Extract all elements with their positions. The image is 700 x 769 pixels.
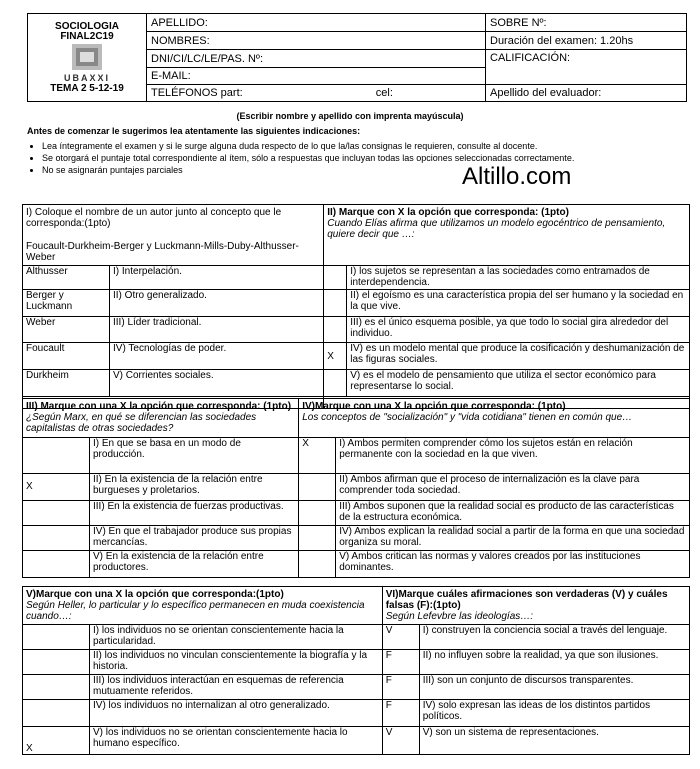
watermark: Altillo.com [462, 163, 572, 190]
q1-author-cell[interactable]: Weber [23, 317, 110, 343]
q6-option: V) son un sistema de representaciones. [419, 727, 689, 755]
q6-mark-cell[interactable]: F [382, 650, 419, 675]
q5-mark-cell[interactable] [23, 700, 90, 727]
q6-mark-cell[interactable]: V [382, 625, 419, 650]
field-dni: DNI/CI/LC/LE/PAS. Nº: [147, 50, 486, 68]
q2-mark-cell[interactable] [324, 370, 347, 397]
q4-option: IV) Ambos explican la realidad social a partir de la forma en que una sociedad organiza su moral. [336, 525, 690, 551]
q2-mark-cell[interactable] [324, 266, 347, 290]
telefonos-label: TELÉFONOS part: [151, 87, 243, 99]
q6-header [382, 587, 689, 625]
q5-option: IV) los individuos no internalizan al otro generalizado. [90, 700, 383, 727]
q1-concept: V) Corrientes sociales. [110, 370, 324, 397]
course-name: SOCIOLOGIA [55, 20, 119, 32]
q5-option: II) los individuos no vinculan conscientemente la biografía y la historia. [90, 650, 383, 675]
q2-option: V) es el modelo de pensamiento que utiliza el sector económico para representarse lo social. [347, 370, 690, 397]
q3-mark-cell[interactable] [23, 525, 90, 551]
q6-option: III) son un conjunto de discursos transparentes. [419, 675, 689, 700]
q2-option: I) los sujetos se representan a las sociedades como entramados de interdependencia. [347, 266, 690, 290]
q5-option: III) los individuos interactúan en esquemas de referencia mutuamente referidos. [90, 675, 383, 700]
q6-mark-cell[interactable]: V [382, 727, 419, 755]
q2-question: Cuando Elías afirma que utilizamos un modelo egocéntrico de pensamiento, quiere decir que …: [327, 218, 666, 240]
q1-concept: I) Interpelación. [110, 266, 324, 290]
q3-option: III) En la existencia de fuerzas productivas. [90, 500, 299, 525]
q5-mark-cell[interactable] [23, 675, 90, 700]
q4-title: IV)Marque con una X la opción que corresponda: (1pto) [302, 401, 566, 412]
field-sobre: SOBRE Nº: [486, 14, 687, 32]
q5-mark-cell[interactable] [23, 625, 90, 650]
exam-theme: TEMA 2 5-12-19 [50, 82, 124, 94]
field-nombres: NOMBRES: [147, 32, 486, 50]
field-email: E-MAIL: [147, 68, 486, 85]
q4-option: II) Ambos afirman que el proceso de internalización es la clave para comprender toda sociedad. [336, 474, 690, 501]
q6-question: Según Lefevbre las ideologías…: [385, 611, 534, 622]
field-telefonos [147, 85, 486, 102]
q3-mark-cell[interactable] [23, 438, 90, 474]
q5-header [23, 587, 383, 625]
university-name: UBAXXI [63, 72, 110, 83]
q3-mark-cell[interactable]: X [23, 474, 90, 501]
q2-option: III) es el único esquema posible, ya que todo lo social gira alrededor del individuo. [347, 317, 690, 343]
q4-header [299, 399, 690, 438]
q6-option: IV) solo expresan las ideas de los distintos partidos políticos. [419, 700, 689, 727]
q4-option: III) Ambos suponen que la realidad social es producto de las características de la estructura económica. [336, 500, 690, 525]
q1-concept: II) Otro generalizado. [110, 290, 324, 317]
cel-label: cel: [375, 87, 393, 99]
q1-author-cell[interactable]: Althusser [23, 266, 110, 290]
q6-option: I) construyen la conciencia social a través del lenguaje. [419, 625, 689, 650]
q6-mark-cell[interactable]: F [382, 700, 419, 727]
subtitle: (Escribir nombre y apellido con imprenta mayúscula) [236, 111, 464, 121]
question-block-3 [22, 586, 690, 755]
q1-author-cell[interactable]: Foucault [23, 343, 110, 370]
q2-option: II) el egoísmo es una característica propia del ser humano y la sociedad en la que vive. [347, 290, 690, 317]
q5-title: V)Marque con una X la opción que corresponda:(1pto) [26, 589, 284, 600]
field-calificacion: CALIFICACIÓN: [486, 50, 687, 85]
q3-mark-cell[interactable] [23, 551, 90, 578]
q1-concept: IV) Tecnologías de poder. [110, 343, 324, 370]
logo-cell [28, 14, 147, 102]
instruction-item: • Lea íntegramente el examen y si le surge alguna duda respecto de lo que la/las consignas le requieren, consulte al docente. [42, 140, 574, 152]
q5-option: I) los individuos no se orientan conscientemente hacia la particularidad. [90, 625, 383, 650]
q1-concept: III) Líder tradicional. [110, 317, 324, 343]
q1-authors: Foucault-Durkheim-Berger y Luckmann-Mills-Duby-Althusser-Weber [26, 241, 299, 263]
q5-option: V) los individuos no se orientan conscientemente hacia lo humano específico. [90, 727, 383, 755]
q2-mark-cell[interactable] [324, 290, 347, 317]
q3-title: III) Marque con una X la opción que corresponda: (1pto) [26, 401, 292, 412]
q4-mark-cell[interactable] [299, 474, 336, 501]
q4-mark-cell[interactable] [299, 525, 336, 551]
q2-title: II) Marque con X la opción que corresponda: (1pto) [327, 207, 569, 218]
field-evaluador: Apellido del evaluador: [486, 85, 687, 102]
field-duracion: Duración del examen: 1.20hs [486, 32, 687, 50]
exam-name: FINAL2C19 [60, 30, 114, 42]
q3-question: ¿Según Marx, en qué se diferencian las sociedades capitalistas de otras sociedades? [26, 412, 257, 434]
field-apellido: APELLIDO: [147, 14, 486, 32]
q5-mark-cell[interactable]: X [23, 727, 90, 755]
q3-option: V) En la existencia de la relación entre productores. [90, 551, 299, 578]
q2-header [324, 205, 690, 266]
q4-option: V) Ambos critican las normas y valores creados por las instituciones dominantes. [336, 551, 690, 578]
q1-header [23, 205, 324, 266]
q6-title: VI)Marque cuáles afirmaciones son verdaderas (V) y cuáles falsas (F):(1pto) [385, 589, 668, 611]
q5-question: Según Heller, lo particular y lo específico permanecen en muda coexistencia cuando…: [26, 600, 365, 622]
q3-header [23, 399, 299, 438]
question-block-1 [22, 204, 690, 409]
q3-mark-cell[interactable] [23, 500, 90, 525]
exam-header [27, 13, 687, 102]
q4-mark-cell[interactable] [299, 500, 336, 525]
q6-option: II) no influyen sobre la realidad, ya que son ilusiones. [419, 650, 689, 675]
q4-option: I) Ambos permiten comprender cómo los sujetos están en relación permanente con la sociedad en la que viven. [336, 438, 690, 474]
university-seal-icon [70, 42, 104, 72]
q3-option: II) En la existencia de la relación entre burgueses y proletarios. [90, 474, 299, 501]
instruction-item: • Se otorgará el puntaje total correspondiente al ítem, sólo a respuestas que incluyan todas las opciones seleccionadas correctamente. [42, 152, 574, 164]
q1-author-cell[interactable]: Berger y Luckmann [23, 290, 110, 317]
instruction-item: • No se asignarán puntajes parciales [42, 164, 574, 176]
q5-mark-cell[interactable] [23, 650, 90, 675]
q3-option: I) En que se basa en un modo de producción. [90, 438, 299, 474]
q6-mark-cell[interactable]: F [382, 675, 419, 700]
q4-mark-cell[interactable] [299, 551, 336, 578]
q4-question: Los conceptos de "socialización" y "vida cotidiana" tienen en común que… [302, 412, 633, 423]
q2-option: IV) es un modelo mental que produce la cosificación y deshumanización de las figuras sociales. [347, 343, 690, 370]
q1-title: I) Coloque el nombre de un autor junto al concepto que le corresponda:(1pto) [26, 207, 282, 229]
q2-mark-cell[interactable] [324, 317, 347, 343]
instructions-intro: Antes de comenzar le sugerimos lea atentamente las siguientes indicaciones: [27, 126, 361, 136]
question-block-2 [22, 398, 690, 578]
q4-mark-cell[interactable]: X [299, 438, 336, 474]
q3-option: IV) En que el trabajador produce sus propias mercancías. [90, 525, 299, 551]
q1-author-cell[interactable]: Durkheim [23, 370, 110, 397]
q2-mark-cell[interactable]: X [324, 343, 347, 370]
